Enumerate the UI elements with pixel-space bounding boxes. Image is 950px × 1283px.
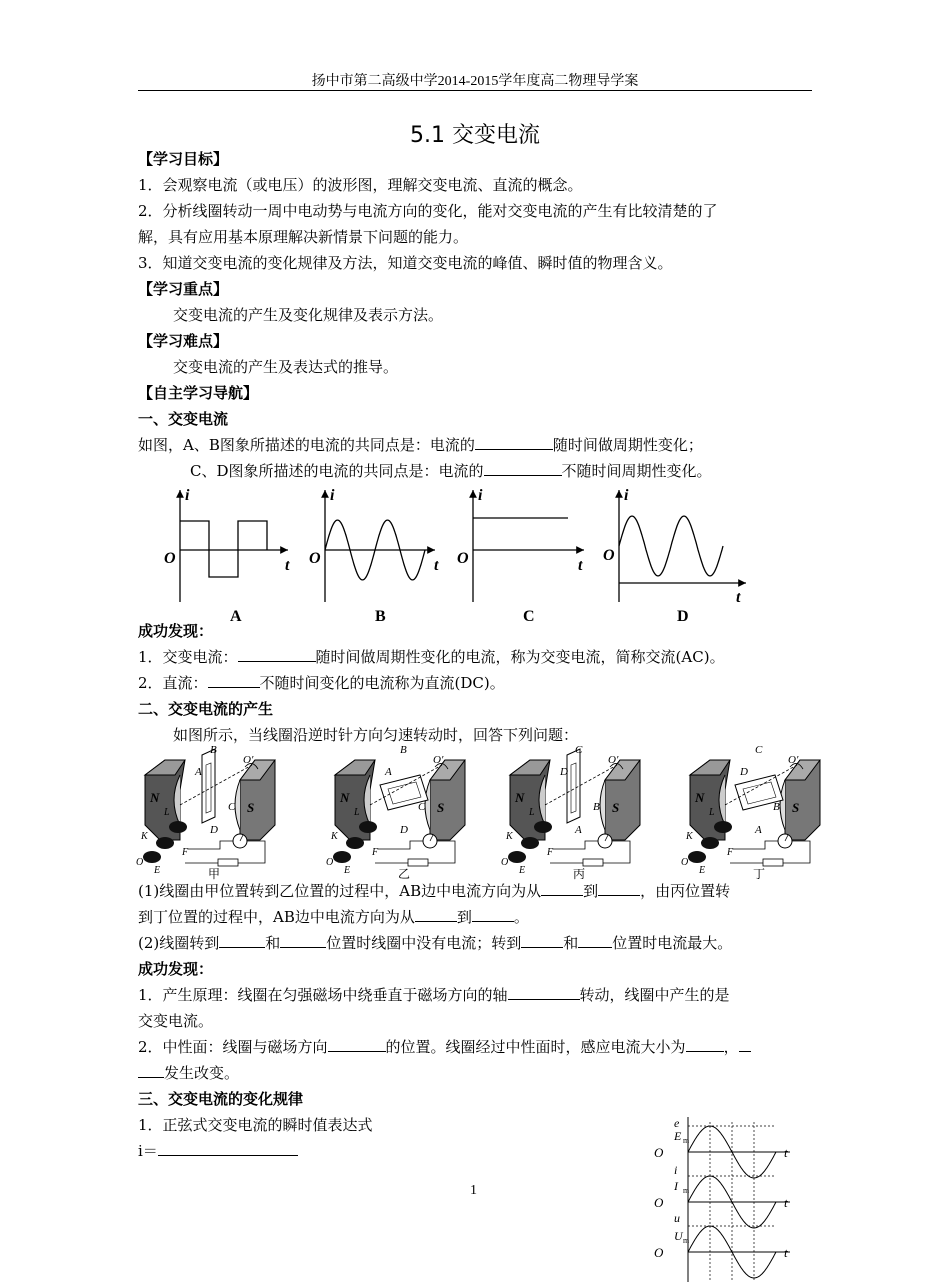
page-number: 1 [470, 1183, 477, 1198]
brush-label: K [141, 831, 148, 842]
coil-label: B [773, 801, 780, 813]
graph-b-origin: O [309, 550, 321, 567]
axis-label: O′ [608, 754, 619, 766]
wave-origin: O [654, 1245, 664, 1260]
coil-label: C [575, 744, 583, 756]
brush-label: K [686, 831, 693, 842]
axis-label: O [136, 857, 144, 868]
generator-4 [681, 744, 820, 881]
magnet-n-label: N [150, 790, 160, 805]
section-2-heading: 二、交变电流的产生 [138, 700, 274, 718]
generation-1: 1．产生原理：线圈在匀强磁场中绕垂直于磁场方向的轴 转动，线圈中产生的是 [138, 982, 730, 1008]
slip-ring [701, 837, 719, 849]
wave-t-label: t [784, 1195, 788, 1210]
coil-label: D [560, 766, 568, 778]
coil-label: D [210, 824, 218, 836]
graph-c-caption: C [523, 608, 535, 625]
goal-3: 3．知道交变电流的变化规律及方法，知道交变电流的峰值、瞬时值的物理含义。 [138, 254, 673, 272]
generator-figures [136, 744, 820, 881]
graph-c-ylabel: i [478, 487, 483, 504]
coil-label: A [755, 824, 762, 836]
coil-label: B [210, 744, 217, 756]
graph-c [457, 487, 584, 625]
finding-heading: 成功发现： [138, 622, 214, 640]
rule-1: 1．正弦式交变电流的瞬时值表达式 [138, 1116, 373, 1134]
generator-3 [501, 744, 640, 881]
slip-ring [346, 837, 364, 849]
slip-ring [169, 821, 187, 833]
brush-label: K [506, 831, 513, 842]
blank[interactable] [208, 671, 260, 688]
key-text: 交变电流的产生及变化规律及表示方法。 [173, 306, 444, 324]
section-3-heading: 三、交变电流的变化规律 [138, 1090, 304, 1108]
graph-a-caption: A [230, 608, 242, 625]
wave-t-label: t [784, 1245, 788, 1260]
graph-d-caption: D [677, 608, 689, 625]
coil-label: D [740, 766, 748, 778]
brush-label: L [529, 807, 535, 818]
wave-peak-subscript: m [683, 1236, 690, 1245]
slip-ring [143, 851, 161, 863]
wave-t-label: t [784, 1145, 788, 1160]
question-1a: (1)线圈由甲位置转到乙位置的过程中，AB边中电流方向为从 到 ，由丙位置转 [138, 878, 730, 904]
slip-ring [508, 851, 526, 863]
pole-face-s [235, 780, 240, 830]
figure-caption: 甲 [208, 867, 221, 881]
axis-label: O [326, 857, 334, 868]
finding-2: 2．直流： 不随时间变化的电流称为直流(DC)。 [138, 670, 505, 696]
magnet-n-label: N [340, 790, 350, 805]
wave-axis-label: e [674, 1116, 680, 1130]
slip-ring [156, 837, 174, 849]
brush-label: L [709, 807, 715, 818]
magnet-s-label: S [437, 800, 445, 815]
waveform-figure [650, 1112, 810, 1283]
magnet-s-label: S [792, 800, 800, 815]
figure-caption: 丁 [753, 867, 766, 881]
generator-2 [326, 744, 465, 881]
wave-origin: O [654, 1145, 664, 1160]
coil-label: C [418, 801, 426, 813]
finding-1: 1．交变电流： 随时间做周期性变化的电流，称为交变电流，简称交流(AC)。 [138, 644, 725, 670]
generation-2b: 发生改变。 [138, 1060, 239, 1086]
axis-label: O′ [788, 754, 799, 766]
slip-ring [714, 821, 732, 833]
coil-label: A [575, 824, 582, 836]
blank[interactable] [219, 931, 265, 948]
blank[interactable] [238, 645, 316, 662]
resistor [218, 859, 238, 866]
nav-heading: 【自主学习导航】 [138, 384, 259, 402]
wave-peak-label: E [674, 1129, 682, 1143]
graph-b-ylabel: i [330, 487, 335, 504]
figure-caption: 丙 [573, 867, 586, 881]
wave-peak-label: U [674, 1229, 683, 1243]
rule-2: i＝ [138, 1138, 298, 1164]
brush-label: F [727, 847, 734, 858]
graph-d [603, 487, 746, 625]
graph-d-xlabel: t [736, 589, 741, 606]
page-header: 扬中市第二高级中学2014-2015学年度高二物理导学案 [311, 74, 639, 89]
question-cd: C、D图象所描述的电流的共同点是：电流的 不随时间周期性变化。 [190, 458, 712, 484]
header-rule [138, 90, 812, 91]
goal-1: 1．会观察电流（或电压）的波形图，理解交变电流、直流的概念。 [138, 176, 583, 194]
generation-2: 2．中性面：线圈与磁场方向 的位置。线圈经过中性面时，感应电流大小为 ， [138, 1034, 751, 1060]
magnet-s-label: S [247, 800, 255, 815]
wave-origin: O [654, 1195, 664, 1210]
question-1b: 到丁位置的过程中，AB边中电流方向为从 到 。 [138, 904, 529, 930]
blank[interactable] [158, 1139, 298, 1156]
resistor [763, 859, 783, 866]
brush-label: E [519, 865, 526, 876]
axis-label: O [501, 857, 509, 868]
resistor [408, 859, 428, 866]
pole-face-s [600, 780, 605, 830]
goal-2b: 解，具有应用基本原理解决新情景下问题的能力。 [138, 228, 469, 246]
graph-c-xlabel: t [578, 557, 583, 574]
brush-label: E [154, 865, 161, 876]
goal-2a: 2．分析线圈转动一周中电动势与电流方向的变化，能对交变电流的产生有比较清楚的了 [138, 202, 718, 220]
slip-ring [359, 821, 377, 833]
wave-axis-label: i [674, 1163, 678, 1177]
slip-ring [688, 851, 706, 863]
difficulty-heading: 【学习难点】 [138, 332, 229, 350]
magnet-n-label: N [695, 790, 705, 805]
waveform-row-1 [688, 1117, 790, 1182]
wave-axis-label: u [674, 1211, 680, 1225]
blank[interactable] [328, 1035, 386, 1052]
wave-peak-subscript: m [683, 1186, 690, 1195]
coil-label: B [593, 801, 600, 813]
blank[interactable] [686, 1035, 724, 1052]
key-heading: 【学习重点】 [138, 280, 229, 298]
graph-b-caption: B [375, 608, 386, 625]
blank[interactable] [739, 1035, 751, 1052]
resistor [583, 859, 603, 866]
coil-label: C [228, 801, 236, 813]
current-graphs [160, 485, 760, 625]
coil-label: A [385, 766, 392, 778]
coil-label: B [400, 744, 407, 756]
wave-peak-label: I [674, 1179, 678, 1193]
waveform-row-2 [688, 1164, 790, 1232]
pole-face-s [780, 780, 785, 830]
slip-ring [333, 851, 351, 863]
graph-a-origin: O [164, 550, 176, 567]
coil-label: A [195, 766, 202, 778]
brush-label: F [372, 847, 379, 858]
page-title: 5.1 交变电流 [410, 123, 540, 148]
question-2: (2)线圈转到 和 位置时线圈中没有电流；转到 和 位置时电流最大。 [138, 930, 732, 956]
axis-label: O′ [243, 754, 254, 766]
brush-label: F [547, 847, 554, 858]
waveform-row-3 [688, 1212, 790, 1282]
brush-label: F [182, 847, 189, 858]
magnet-s-label: S [612, 800, 620, 815]
graph-d-ylabel: i [624, 487, 629, 504]
wave-peak-subscript: m [683, 1136, 690, 1145]
slip-ring [521, 837, 539, 849]
axis-label: O [681, 857, 689, 868]
graph-c-origin: O [457, 550, 469, 567]
graph-b-xlabel: t [434, 557, 439, 574]
blank[interactable] [578, 931, 612, 948]
section-1-heading: 一、交变电流 [138, 410, 229, 428]
graph-a [164, 487, 290, 625]
brush-label: L [354, 807, 360, 818]
axis-label: O′ [433, 754, 444, 766]
blank[interactable] [598, 879, 640, 896]
blank[interactable] [484, 459, 562, 476]
graph-a-ylabel: i [185, 487, 190, 504]
blank[interactable] [508, 983, 580, 1000]
blank[interactable] [521, 931, 563, 948]
coil-label: C [755, 744, 763, 756]
graph-a-xlabel: t [285, 557, 290, 574]
brush-label: L [164, 807, 170, 818]
brush-label: E [699, 865, 706, 876]
difficulty-text: 交变电流的产生及表达式的推导。 [173, 358, 399, 376]
section-2-intro: 如图所示，当线圈沿逆时针方向匀速转动时，回答下列问题： [173, 726, 579, 744]
blank[interactable] [472, 905, 514, 922]
generation-1b: 交变电流。 [138, 1012, 214, 1030]
pole-face-s [425, 780, 430, 830]
blank[interactable] [475, 433, 553, 450]
generator-1 [136, 744, 275, 881]
blank[interactable] [280, 931, 326, 948]
question-ab: 如图，A、B图象所描述的电流的共同点是：电流的 随时间做周期性变化； [138, 432, 703, 458]
blank[interactable] [415, 905, 457, 922]
figure-caption: 乙 [398, 867, 411, 881]
goals-heading: 【学习目标】 [138, 150, 229, 168]
blank[interactable] [541, 879, 583, 896]
blank[interactable] [138, 1061, 164, 1078]
slip-ring [534, 821, 552, 833]
brush-label: E [344, 865, 351, 876]
magnet-n-label: N [515, 790, 525, 805]
graph-d-origin: O [603, 547, 615, 564]
graph-b [309, 487, 439, 625]
coil-label: D [400, 824, 408, 836]
finding-2-heading: 成功发现： [138, 960, 214, 978]
brush-label: K [331, 831, 338, 842]
